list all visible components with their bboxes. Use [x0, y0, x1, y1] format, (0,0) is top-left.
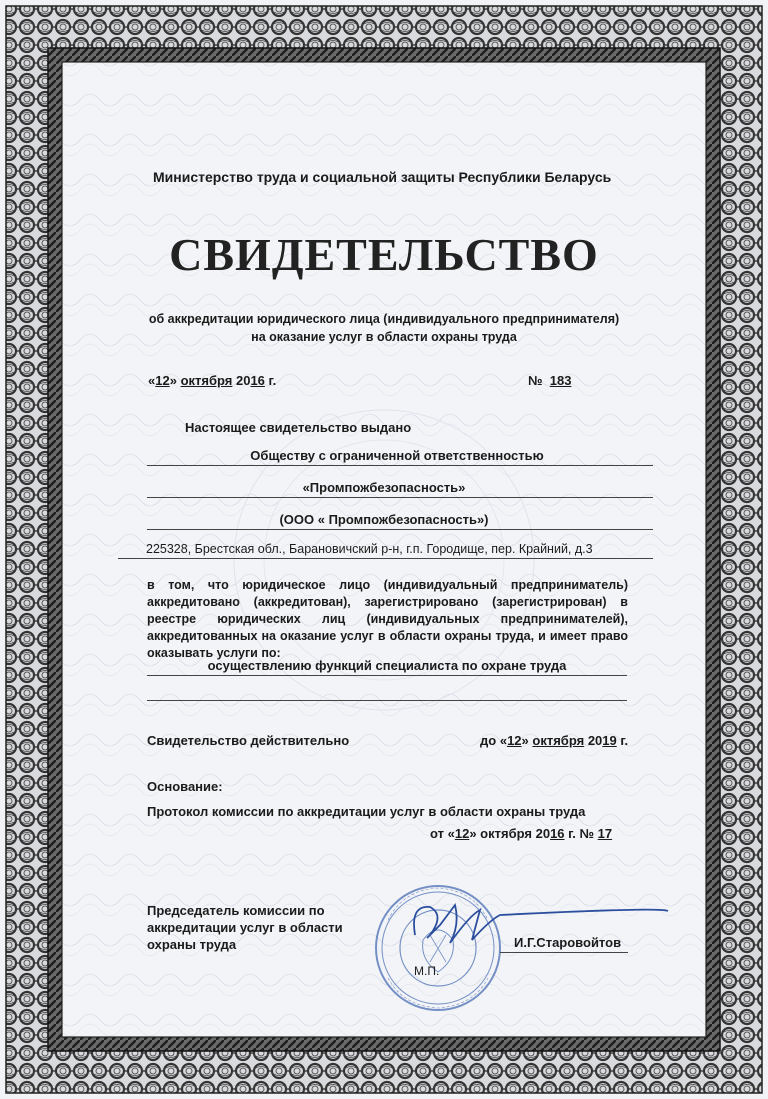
underline-1 — [147, 465, 653, 466]
chairman-title-line-2: аккредитации услуг в области — [147, 920, 343, 935]
seal-mark: М.П. — [414, 964, 440, 978]
underline-5 — [147, 675, 627, 676]
service-scope: осуществлению функций специалиста по охране труда — [207, 658, 567, 673]
org-full-name-line-1: Обществу с ограниченной ответственностью — [250, 448, 544, 463]
subtitle-line-1: об аккредитации юридического лица (индивидуального предпринимателя) — [148, 312, 620, 326]
issue-date: «12» октября 2016 г. — [148, 373, 277, 388]
signature-line — [500, 952, 628, 953]
issued-label: Настоящее свидетельство выдано — [185, 420, 412, 435]
org-short-name: (ООО « Промпожбезопасность») — [279, 512, 489, 527]
certificate-title: СВИДЕТЕЛЬСТВО — [169, 229, 599, 280]
org-address: 225328, Брестская обл., Барановичский р-н, г.п. Городище, пер. Крайний, д.3 — [146, 542, 593, 556]
subtitle-line-2: на оказание услуг в области охраны труда — [251, 330, 517, 344]
underline-3 — [147, 529, 653, 530]
chairman-title-line-3: охраны труда — [147, 937, 237, 952]
ministry-heading: Министерство труда и социальной защиты Республики Беларусь — [153, 169, 612, 185]
underline-2 — [147, 497, 653, 498]
underline-6 — [147, 700, 627, 701]
protocol-text: Протокол комиссии по аккредитации услуг в области охраны труда — [147, 804, 586, 819]
certificate-number: № 183 — [528, 373, 572, 388]
valid-until-date: до «12» октября 2019 г. — [480, 733, 629, 748]
org-full-name-line-2: «Промпожбезопасность» — [302, 480, 466, 495]
accreditation-statement: в том, что юридическое лицо (индивидуальный предприниматель) аккредитовано (аккредитован), зарегистрировано (зарегистрирован) в реестре юридических лиц (индивидуальных предпринимателей), аккредитованных на оказание услуг в области охраны труда, и имеет право оказывать услуги по: — [147, 578, 628, 660]
signer-name: И.Г.Старовойтов — [514, 935, 622, 950]
basis-label: Основание: — [147, 779, 223, 794]
protocol-date: от «12» октября 2016 г. № 17 — [430, 826, 613, 841]
underline-4 — [118, 558, 653, 559]
valid-label: Свидетельство действительно — [147, 733, 350, 748]
chairman-title-line-1: Председатель комиссии по — [147, 903, 325, 918]
